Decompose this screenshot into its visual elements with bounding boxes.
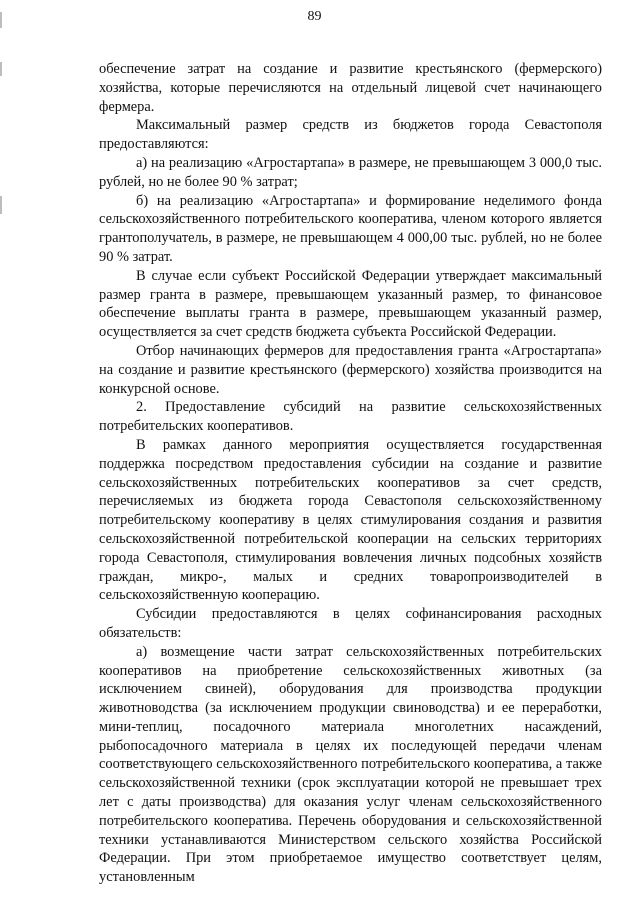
paragraph: Максимальный размер средств из бюджетов города Севастополя предоставляются:: [99, 117, 602, 153]
paragraph: Отбор начинающих фермеров для предоставления гранта «Агростартапа» на создание и развитие крестьянского (фермерского) хозяйства производится на конкурсной основе.: [99, 342, 602, 397]
paragraph: В рамках данного мероприятия осуществляется государственная поддержка посредством предоставления субсидии на создание и развитие сельскохозяйственных потребительских кооперативов за счет средств, перечисляемых из бюджета города Севастополя сельскохозяйственному потребительскому кооперативу в целях стимулирования создания и развития сельскохозяйственной потребительской кооперации на сельских территориях города Севастополя, стимулирования вовлечения личных подсобных хозяйств граждан, микро-, малых и средних товаропроизводителей в сельскохозяйственную кооперацию.: [99, 436, 602, 604]
section-heading: 2. Предоставление субсидий на развитие сельскохозяйственных потребительских кооперативов.: [99, 399, 602, 435]
scan-edge-mark: [0, 196, 2, 214]
list-item: а) на реализацию «Агростартапа» в размере, не превышающем 3 000,0 тыс. рублей, но не более 90 % затрат;: [99, 154, 602, 190]
page-number: 89: [307, 9, 322, 24]
scan-edge-mark: [0, 62, 2, 76]
list-item: а) возмещение части затрат сельскохозяйственных потребительских кооперативов на приобретение сельскохозяйственных животных (за исключением свиней), оборудования для производства продукции животноводства (за исключением продукции свиноводства) и ее переработки, мини-теплиц, посадочного материала многолетних насаждений, рыбопосадочного материала в целях их последующей передачи членам соответствующего сельскохозяйственного потребительского кооператива, а также сельскохозяйственной техники (срок эксплуатации которой не превышает трех лет с даты производства) для оказания услуг членам сельскохозяйственного потребительского кооператива. Перечень оборудования и сельскохозяйственной техники устанавливаются Министерством сельского хозяйства Российской Федерации. При этом приобретаемое имущество соответствует целям, установленным: [99, 643, 602, 886]
paragraph: обеспечение затрат на создание и развитие крестьянского (фермерского) хозяйства, которые перечисляются на отдельный лицевой счет начинающего фермера.: [99, 61, 602, 115]
paragraph: В случае если субъект Российской Федерации утверждает максимальный размер гранта в размере, превышающем указанный размер, то финансовое обеспечение выплаты гранта в размере, превышающем указанный размер, осуществляется за счет средств бюджета субъекта Российской Федерации.: [99, 267, 602, 341]
paragraph: Субсидии предоставляются в целях софинансирования расходных обязательств:: [99, 606, 602, 641]
body-text: [99, 60, 602, 887]
list-item: б) на реализацию «Агростартапа» и формирование неделимого фонда сельскохозяйственного потребительского кооператива, членом которого является грантополучатель, в размере, не превышающем 4 000,00 тыс. рублей, но не более 90 % затрат.: [99, 192, 602, 265]
